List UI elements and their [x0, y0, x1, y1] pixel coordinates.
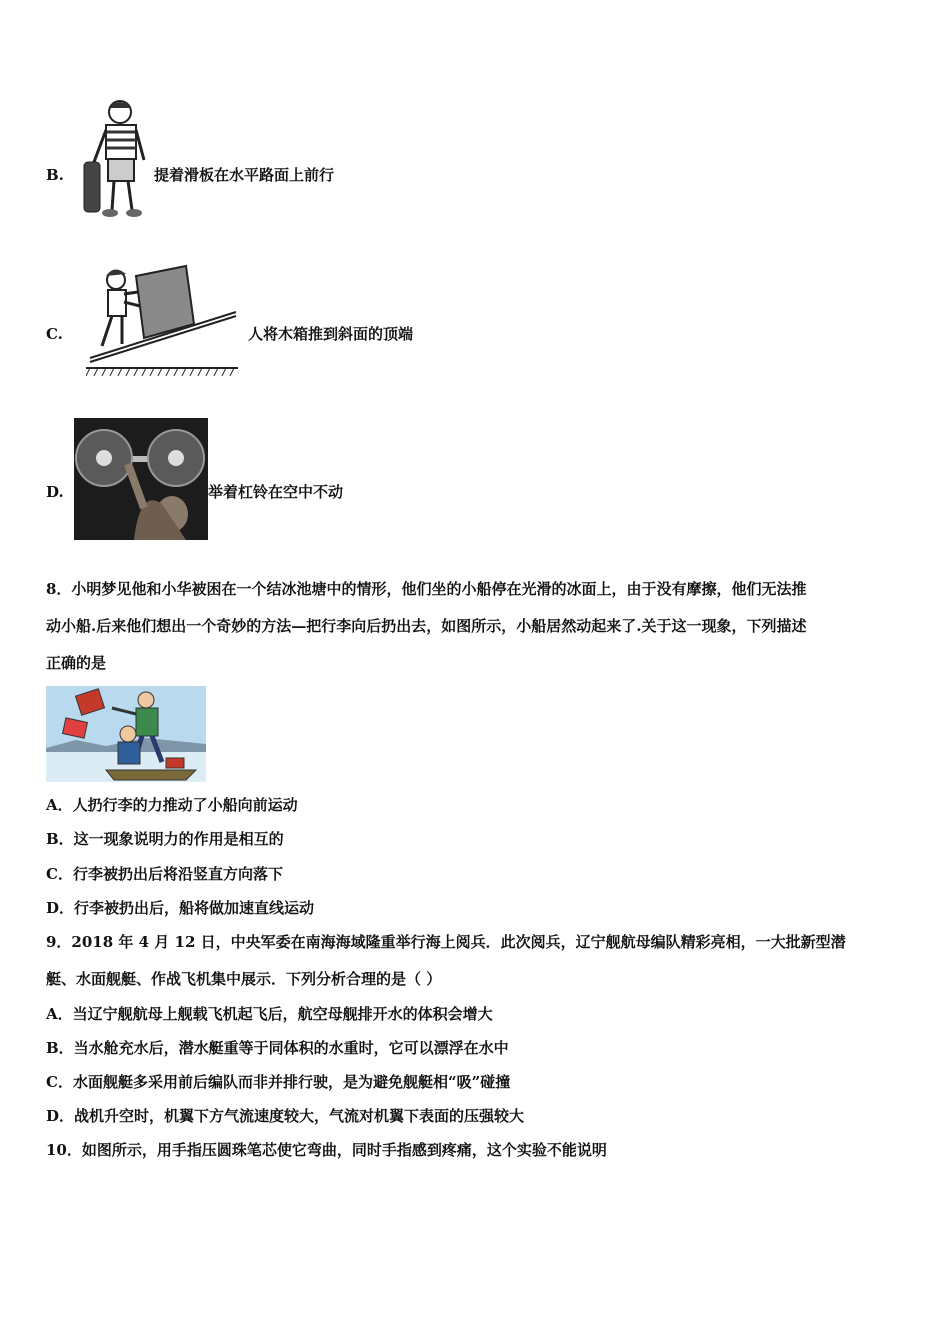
- q9-option-a: A．当辽宁舰航母上舰载飞机起飞后，航空母舰排开水的体积会增大: [46, 1005, 493, 1023]
- q8-option-a: A．人扔行李的力推动了小船向前运动: [46, 796, 298, 814]
- q8-stem-line-3: 正确的是: [46, 654, 107, 672]
- option-c-text: 人将木箱推到斜面的顶端: [248, 325, 414, 343]
- option-b-text: 提着滑板在水平路面上前行: [154, 166, 335, 184]
- q9-stem-line-2: 艇、水面舰艇、作战飞机集中展示．下列分析合理的是（ ）: [46, 970, 442, 988]
- q8-option-c: C．行李被扔出后将沿竖直方向落下: [46, 865, 283, 883]
- q9-option-b: B．当水舱充水后，潜水艇重等于同体积的水重时，它可以漂浮在水中: [46, 1039, 509, 1057]
- q8-stem-line-1: 8．小明梦见他和小华被困在一个结冰池塘中的情形，他们坐的小船停在光滑的冰面上，由于没有摩擦，他们无法推: [46, 580, 807, 598]
- q9-stem-line-1: 9．2018 年 4 月 12 日，中央军委在南海海域隆重举行海上阅兵．此次阅兵，辽宁舰航母编队精彩亮相，一大批新型潜: [46, 933, 846, 951]
- option-d-letter: D.: [46, 483, 64, 501]
- option-d-text: 举着杠铃在空中不动: [208, 483, 344, 501]
- option-c-letter: C.: [46, 325, 63, 343]
- q9-option-d: D．战机升空时，机翼下方气流速度较大，气流对机翼下表面的压强较大: [46, 1107, 525, 1125]
- option-b-letter: B.: [46, 166, 64, 184]
- q8-option-d: D．行李被扔出后，船将做加速直线运动: [46, 899, 315, 917]
- q8-stem-line-2: 动小船.后来他们想出一个奇妙的方法—把行李向后扔出去，如图所示，小船居然动起来了.关于这一现象，下列描述: [46, 617, 807, 635]
- weightlifter-barbell-photo: [74, 418, 208, 540]
- boy-carrying-skateboard-figure: [80, 98, 152, 220]
- q10-stem-line-1: 10．如图所示，用手指压圆珠笔芯使它弯曲，同时手指感到疼痛，这个实验不能说明: [46, 1141, 607, 1159]
- boat-throwing-luggage-illustration: [46, 686, 206, 782]
- pushing-box-up-slope-figure: [86, 262, 238, 380]
- q8-option-b: B．这一现象说明力的作用是相互的: [46, 830, 284, 848]
- q9-option-c: C．水面舰艇多采用前后编队而非并排行驶，是为避免舰艇相“吸”碰撞: [46, 1073, 511, 1091]
